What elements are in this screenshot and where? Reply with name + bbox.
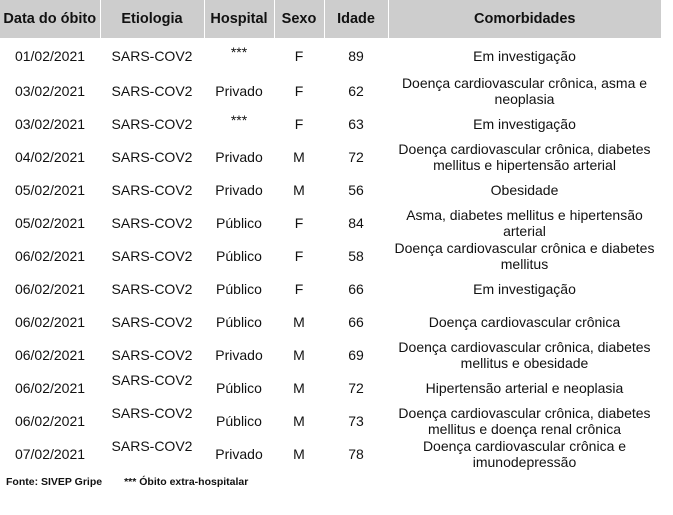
cell-age: 69 [348, 346, 364, 363]
cell-comorbidities: Asma, diabetes mellitus e hipertensão arterial [406, 206, 643, 239]
source-note: Fonte: SIVEP Gripe [6, 476, 103, 488]
cell-sex: M [293, 313, 305, 330]
table-header [0, 0, 661, 38]
cell-etiology: SARS-COV2 [111, 148, 193, 165]
cell-date: 06/02/2021 [14, 280, 86, 297]
cell-age: 72 [348, 148, 364, 165]
header-hospital: Hospital [204, 0, 274, 38]
cell-age: 66 [348, 280, 364, 297]
cell-comorbidities: Doença cardiovascular crônica, diabetes mellitus e hipertensão arterial [398, 140, 651, 173]
cell-etiology-text: SARS-COV2 [111, 437, 193, 454]
cell-hospital: Público [216, 313, 262, 330]
cell-age: 73 [348, 412, 364, 429]
cell-age: 62 [348, 82, 364, 99]
cell-sex: M [293, 412, 305, 429]
cell-etiology [100, 404, 204, 437]
cell-comorbidities: Doença cardiovascular crônica, asma e neoplasia [401, 74, 648, 107]
header-age: Idade [324, 0, 388, 38]
cell-sex: F [294, 82, 304, 99]
header-comorbidities: Comorbidades [388, 0, 661, 38]
cell-age: 58 [348, 247, 364, 264]
cell-comorbidities: Obesidade [490, 181, 559, 198]
cell-date: 06/02/2021 [14, 247, 86, 264]
cell-comorbidities: Doença cardiovascular crônica, diabetes mellitus e obesidade [398, 338, 651, 371]
cell-etiology: SARS-COV2 [111, 313, 193, 330]
cell-hospital-text: *** [230, 111, 248, 128]
cell-sex: F [294, 214, 304, 231]
cell-etiology-text: SARS-COV2 [111, 371, 193, 388]
cell-comorbidities: Doença cardiovascular crônica e imunodepressão [422, 437, 627, 470]
table-row [0, 74, 661, 107]
cell-comorbidities: Em investigação [473, 115, 576, 132]
cell-sex: F [294, 48, 304, 64]
table-row [0, 173, 661, 206]
cell-etiology: SARS-COV2 [111, 48, 193, 64]
cell-etiology: SARS-COV2 [111, 346, 193, 363]
cell-etiology-text: SARS-COV2 [111, 404, 193, 421]
cell-hospital-text: *** [230, 44, 248, 60]
cell-age: 72 [348, 379, 364, 396]
cell-date: 03/02/2021 [14, 115, 86, 132]
cell-date: 07/02/2021 [14, 445, 86, 462]
cell-sex: F [294, 280, 304, 297]
cell-sex: F [294, 115, 304, 132]
cell-sex: M [293, 181, 305, 198]
page-edge [661, 0, 673, 515]
cell-comorbidities: Hipertensão arterial e neoplasia [425, 379, 624, 396]
cell-date: 06/02/2021 [14, 379, 86, 396]
cell-hospital [204, 38, 274, 74]
header-etiology: Etiologia [100, 0, 204, 38]
cell-age: 84 [348, 214, 364, 231]
cell-etiology: SARS-COV2 [111, 181, 193, 198]
cell-sex: M [293, 379, 305, 396]
cell-date: 01/02/2021 [14, 48, 86, 64]
cell-etiology [100, 437, 204, 470]
cell-age: 78 [348, 445, 364, 462]
cell-sex: M [293, 445, 305, 462]
table-row [0, 305, 661, 338]
cell-hospital: Privado [215, 445, 263, 462]
cell-date: 03/02/2021 [14, 82, 86, 99]
cell-date: 06/02/2021 [14, 346, 86, 363]
cell-hospital: Público [216, 280, 262, 297]
cell-etiology: SARS-COV2 [111, 115, 193, 132]
table-row [0, 338, 661, 371]
cell-hospital: Público [216, 214, 262, 231]
cell-hospital: Público [216, 247, 262, 264]
cell-date: 05/02/2021 [14, 181, 86, 198]
cell-sex: F [294, 247, 304, 264]
legend-note: *** Óbito extra-hospitalar [124, 476, 249, 488]
cell-sex: M [293, 346, 305, 363]
cell-comorbidities: Em investigação [473, 48, 576, 64]
cell-date: 04/02/2021 [14, 148, 86, 165]
cell-etiology: SARS-COV2 [111, 247, 193, 264]
cell-etiology: SARS-COV2 [111, 280, 193, 297]
table-row [0, 206, 661, 239]
cell-age: 66 [348, 313, 364, 330]
cell-comorbidities: Doença cardiovascular crônica e diabetes mellitus [394, 239, 655, 272]
cell-date: 06/02/2021 [14, 313, 86, 330]
cell-hospital: Privado [215, 148, 263, 165]
cell-hospital: Privado [215, 181, 263, 198]
table-body [0, 38, 661, 470]
header-date: Data do óbito [0, 0, 100, 38]
cell-comorbidities: Doença cardiovascular crônica [428, 313, 621, 330]
cell-hospital [204, 107, 274, 140]
cell-etiology [100, 371, 204, 404]
cell-hospital: Privado [215, 82, 263, 99]
cell-hospital: Público [216, 412, 262, 429]
table-row [0, 371, 661, 404]
cell-date: 06/02/2021 [14, 412, 86, 429]
cell-comorbidities: Doença cardiovascular crônica, diabetes mellitus e doença renal crônica [398, 404, 651, 437]
cell-age: 63 [348, 115, 364, 132]
cell-age: 89 [348, 48, 364, 64]
cell-hospital: Público [216, 379, 262, 396]
header-sex: Sexo [274, 0, 324, 38]
table-row [0, 107, 661, 140]
table-row [0, 272, 661, 305]
cell-sex: M [293, 148, 305, 165]
table-row [0, 437, 661, 470]
cell-comorbidities: Em investigação [473, 280, 576, 297]
cell-etiology: SARS-COV2 [111, 214, 193, 231]
table-footer [6, 476, 248, 488]
table-row [0, 140, 661, 173]
cell-date: 05/02/2021 [14, 214, 86, 231]
table-row [0, 404, 661, 437]
cell-etiology: SARS-COV2 [111, 82, 193, 99]
table-row [0, 239, 661, 272]
cell-hospital: Privado [215, 346, 263, 363]
cell-age: 56 [348, 181, 364, 198]
table-row [0, 38, 661, 74]
